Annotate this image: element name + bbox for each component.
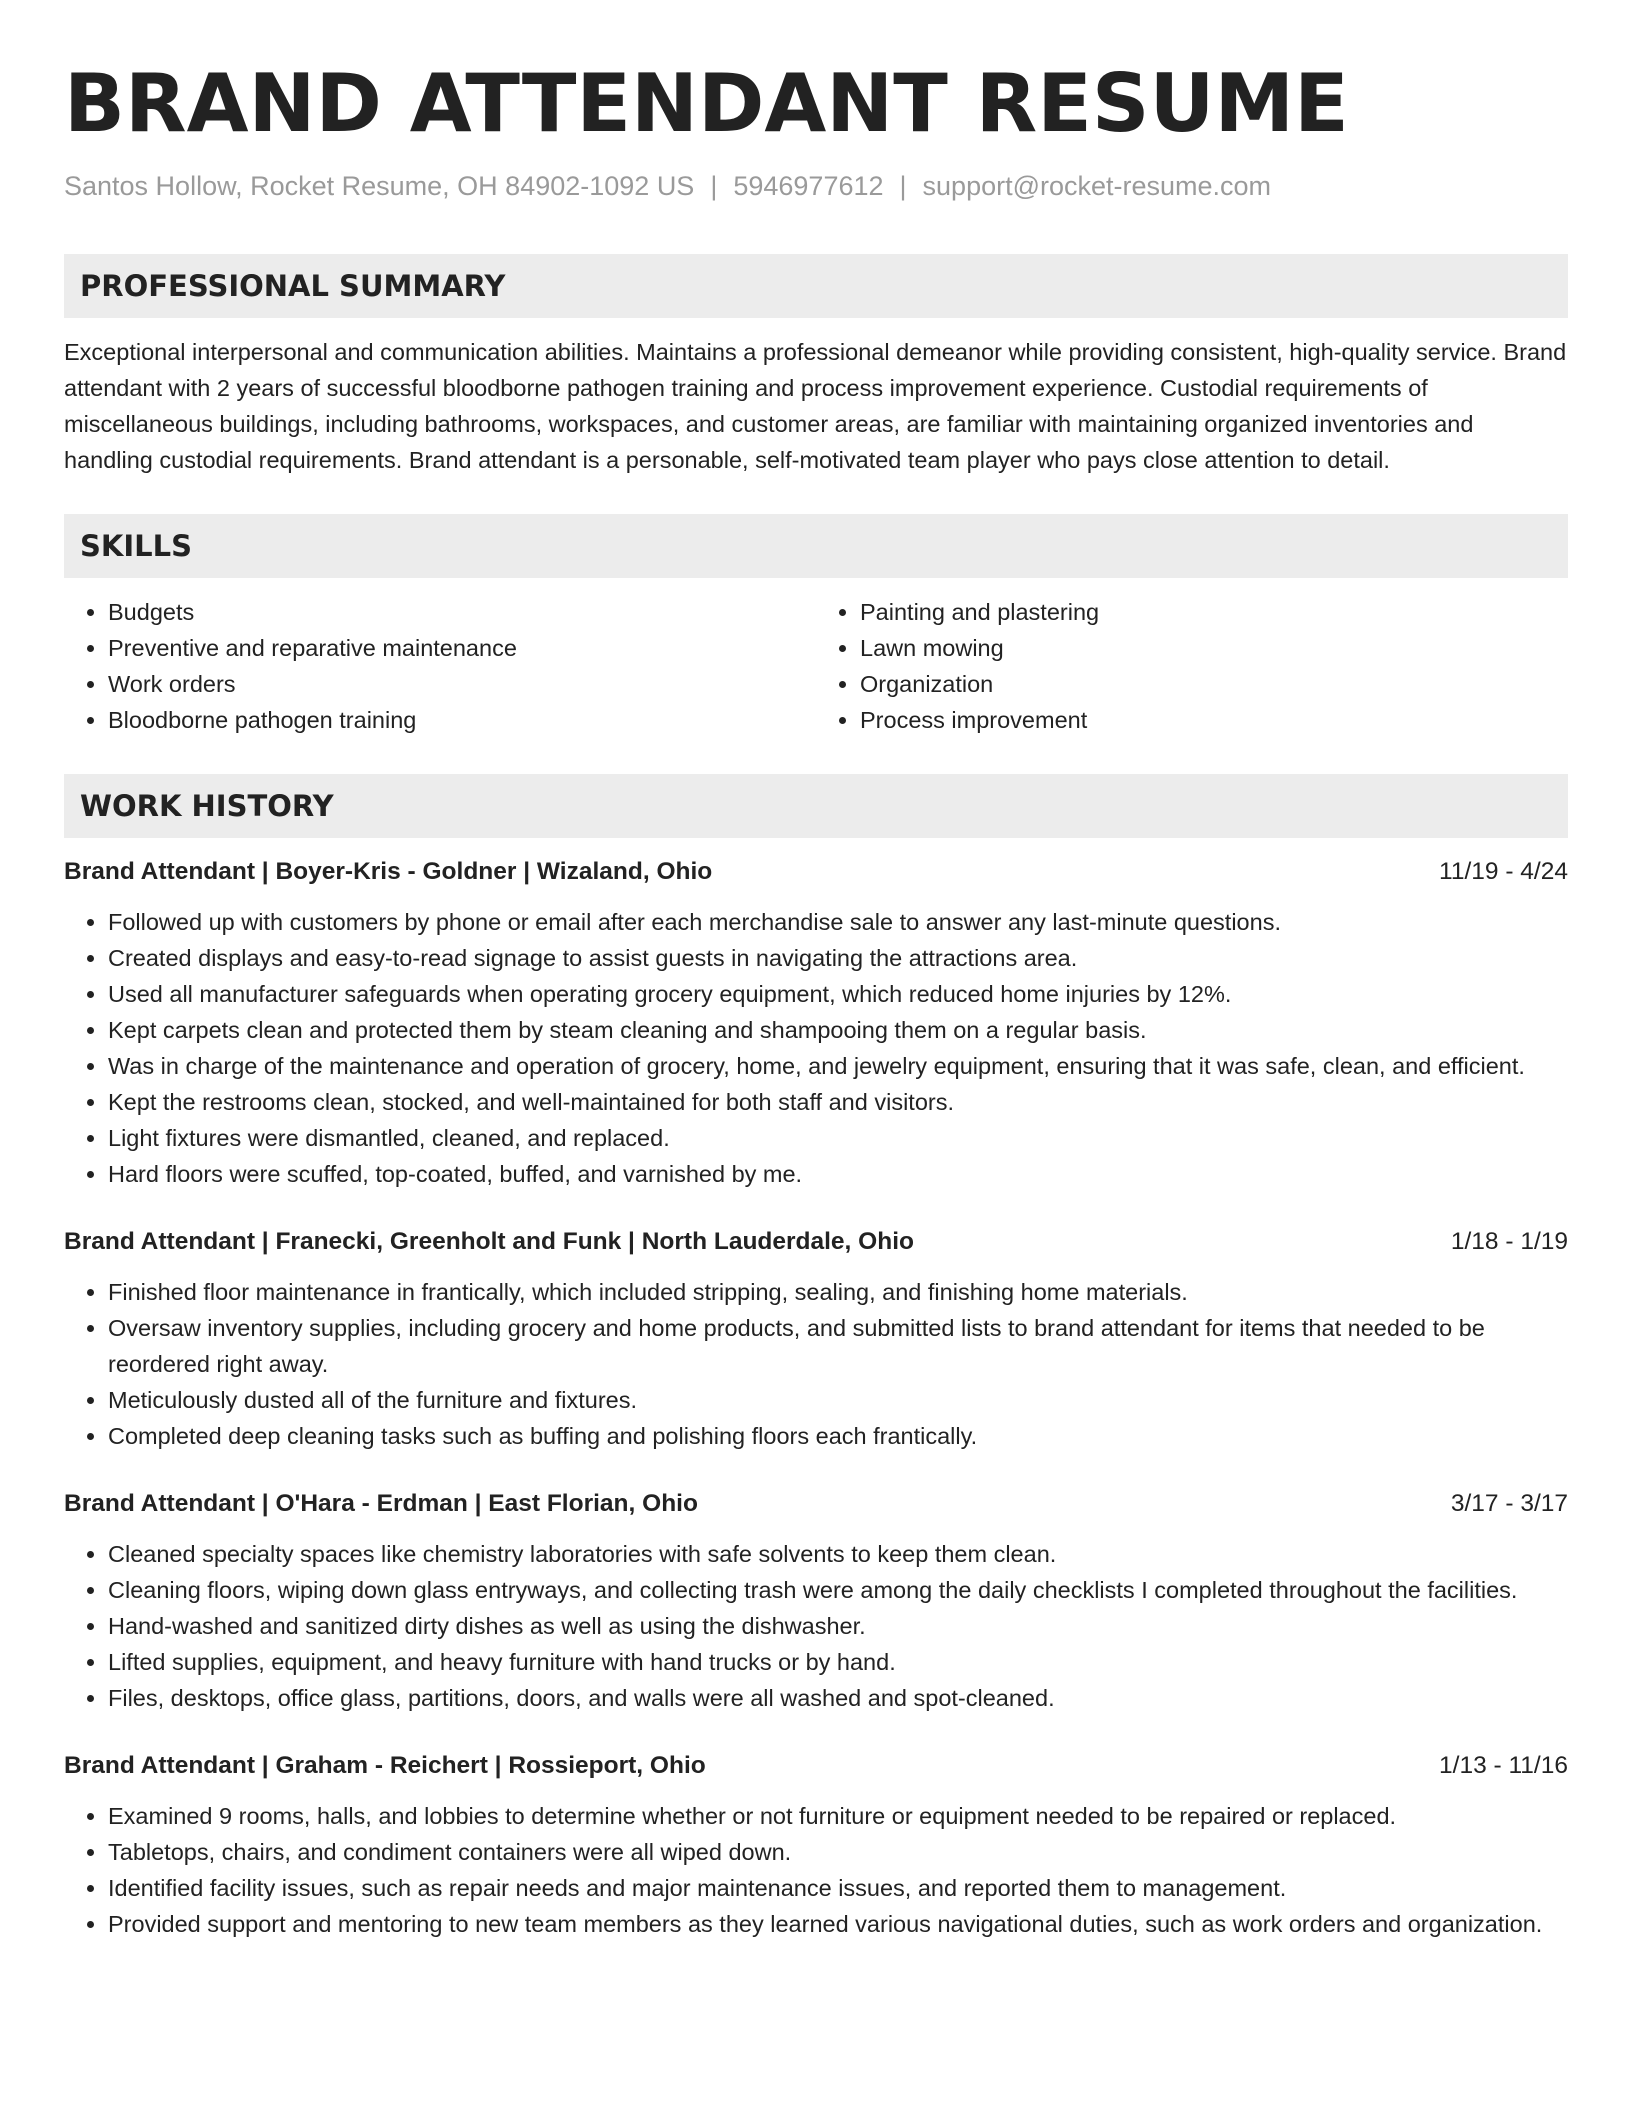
- job-bullet: • Hand-washed and sanitized dirty dishes as well as using the dishwasher.: [108, 1608, 1568, 1644]
- job-bullet: • Cleaned specialty spaces like chemistry laboratories with safe solvents to keep them clean.: [108, 1536, 1568, 1572]
- skill-item: • Organization: [860, 666, 1568, 702]
- job-bullet: • Kept the restrooms clean, stocked, and well-maintained for both staff and visitors.: [108, 1084, 1568, 1120]
- skill-item: • Work orders: [108, 666, 816, 702]
- job-bullets: [64, 1536, 1568, 1716]
- job-bullets: [64, 1798, 1568, 1942]
- job-bullet: • Was in charge of the maintenance and operation of grocery, home, and jewelry equipment, ensuring that it was safe, clean, and efficient.: [108, 1048, 1568, 1084]
- job-bullet: • Completed deep cleaning tasks such as buffing and polishing floors each frantically.: [108, 1418, 1568, 1454]
- skills-column-left: [64, 594, 816, 738]
- skill-item: • Lawn mowing: [860, 630, 1568, 666]
- job-bullet: • Finished floor maintenance in frantically, which included stripping, sealing, and finishing home materials.: [108, 1274, 1568, 1310]
- job-entry: [64, 1224, 1568, 1454]
- job-bullet: • Lifted supplies, equipment, and heavy furniture with hand trucks or by hand.: [108, 1644, 1568, 1680]
- job-entry: [64, 1486, 1568, 1716]
- job-bullet: • Kept carpets clean and protected them by steam cleaning and shampooing them on a regular basis.: [108, 1012, 1568, 1048]
- job-bullet: • Cleaning floors, wiping down glass entryways, and collecting trash were among the daily checklists I completed throughout the facilities.: [108, 1572, 1568, 1608]
- job-bullet: • Hard floors were scuffed, top-coated, buffed, and varnished by me.: [108, 1156, 1568, 1192]
- job-bullet: • Tabletops, chairs, and condiment containers were all wiped down.: [108, 1834, 1568, 1870]
- job-bullet: • Provided support and mentoring to new team members as they learned various navigational duties, such as work orders and organization.: [108, 1906, 1568, 1942]
- job-entry: [64, 854, 1568, 1192]
- summary-text: Exceptional interpersonal and communication abilities. Maintains a professional demeanor while providing consistent, high-quality service. Brand attendant with 2 years of successful bloodborne pathogen training and process improvement experience. Custodial requirements of miscellaneous buildings, including bathrooms, workspaces, and customer areas, are familiar with maintaining organized inventories and handling custodial requirements. Brand attendant is a personable, self-motivated team player who pays close attention to detail.: [64, 339, 1567, 473]
- job-entry: [64, 1748, 1568, 1942]
- skills-column-right: [816, 594, 1568, 738]
- job-bullet: • Used all manufacturer safeguards when operating grocery equipment, which reduced home injuries by 12%.: [108, 976, 1568, 1012]
- job-bullet: • Examined 9 rooms, halls, and lobbies to determine whether or not furniture or equipment needed to be repaired or replaced.: [108, 1798, 1568, 1834]
- summary-heading: PROFESSIONAL SUMMARY: [64, 254, 1568, 318]
- job-bullet: • Meticulously dusted all of the furniture and fixtures.: [108, 1382, 1568, 1418]
- job-dates: 3/17 - 3/17: [1450, 1490, 1568, 1517]
- skill-item: • Process improvement: [860, 702, 1568, 738]
- job-bullet: • Followed up with customers by phone or email after each merchandise sale to answer any last-minute questions.: [108, 904, 1568, 940]
- job-dates: 11/19 - 4/24: [1439, 858, 1568, 885]
- job-bullets: [64, 904, 1568, 1192]
- job-dates: 1/13 - 11/16: [1439, 1752, 1568, 1779]
- work-history-heading: WORK HISTORY: [64, 774, 1568, 838]
- job-bullet: • Oversaw inventory supplies, including grocery and home products, and submitted lists to brand attendant for items that needed to be reordered right away.: [108, 1310, 1568, 1382]
- skills-heading: SKILLS: [64, 514, 1568, 578]
- job-header: [64, 1748, 1568, 1784]
- contact-separator: |: [710, 171, 718, 201]
- job-header: [64, 1486, 1568, 1522]
- skill-item: • Painting and plastering: [860, 594, 1568, 630]
- skill-item: • Budgets: [108, 594, 816, 630]
- job-header: [64, 1224, 1568, 1260]
- skill-item: • Preventive and reparative maintenance: [108, 630, 816, 666]
- resume-title: BRAND ATTENDANT RESUME: [64, 57, 1349, 150]
- job-title: Brand Attendant | Franecki, Greenholt and Funk | North Lauderdale, Ohio: [64, 1228, 914, 1255]
- job-bullets: [64, 1274, 1568, 1454]
- job-bullet: • Light fixtures were dismantled, cleaned, and replaced.: [108, 1120, 1568, 1156]
- job-title: Brand Attendant | Boyer-Kris - Goldner | Wizaland, Ohio: [64, 858, 713, 885]
- job-header: [64, 854, 1568, 890]
- job-dates: 1/18 - 1/19: [1450, 1228, 1568, 1255]
- skill-item: • Bloodborne pathogen training: [108, 702, 816, 738]
- contact-phone: 5946977612: [733, 171, 884, 201]
- job-title: Brand Attendant | Graham - Reichert | Rossieport, Ohio: [64, 1752, 706, 1779]
- job-bullet: • Files, desktops, office glass, partitions, doors, and walls were all washed and spot-cleaned.: [108, 1680, 1568, 1716]
- skills-list: [64, 594, 1568, 738]
- job-bullet: • Identified facility issues, such as repair needs and major maintenance issues, and reported them to management.: [108, 1870, 1568, 1906]
- contact-separator: |: [899, 171, 907, 201]
- contact-line: [64, 168, 1568, 204]
- contact-address: Santos Hollow, Rocket Resume, OH 84902-1092 US: [64, 171, 695, 201]
- contact-email: support@rocket-resume.com: [922, 171, 1272, 201]
- job-title: Brand Attendant | O'Hara - Erdman | East Florian, Ohio: [64, 1490, 698, 1517]
- job-bullet: • Created displays and easy-to-read signage to assist guests in navigating the attractions area.: [108, 940, 1568, 976]
